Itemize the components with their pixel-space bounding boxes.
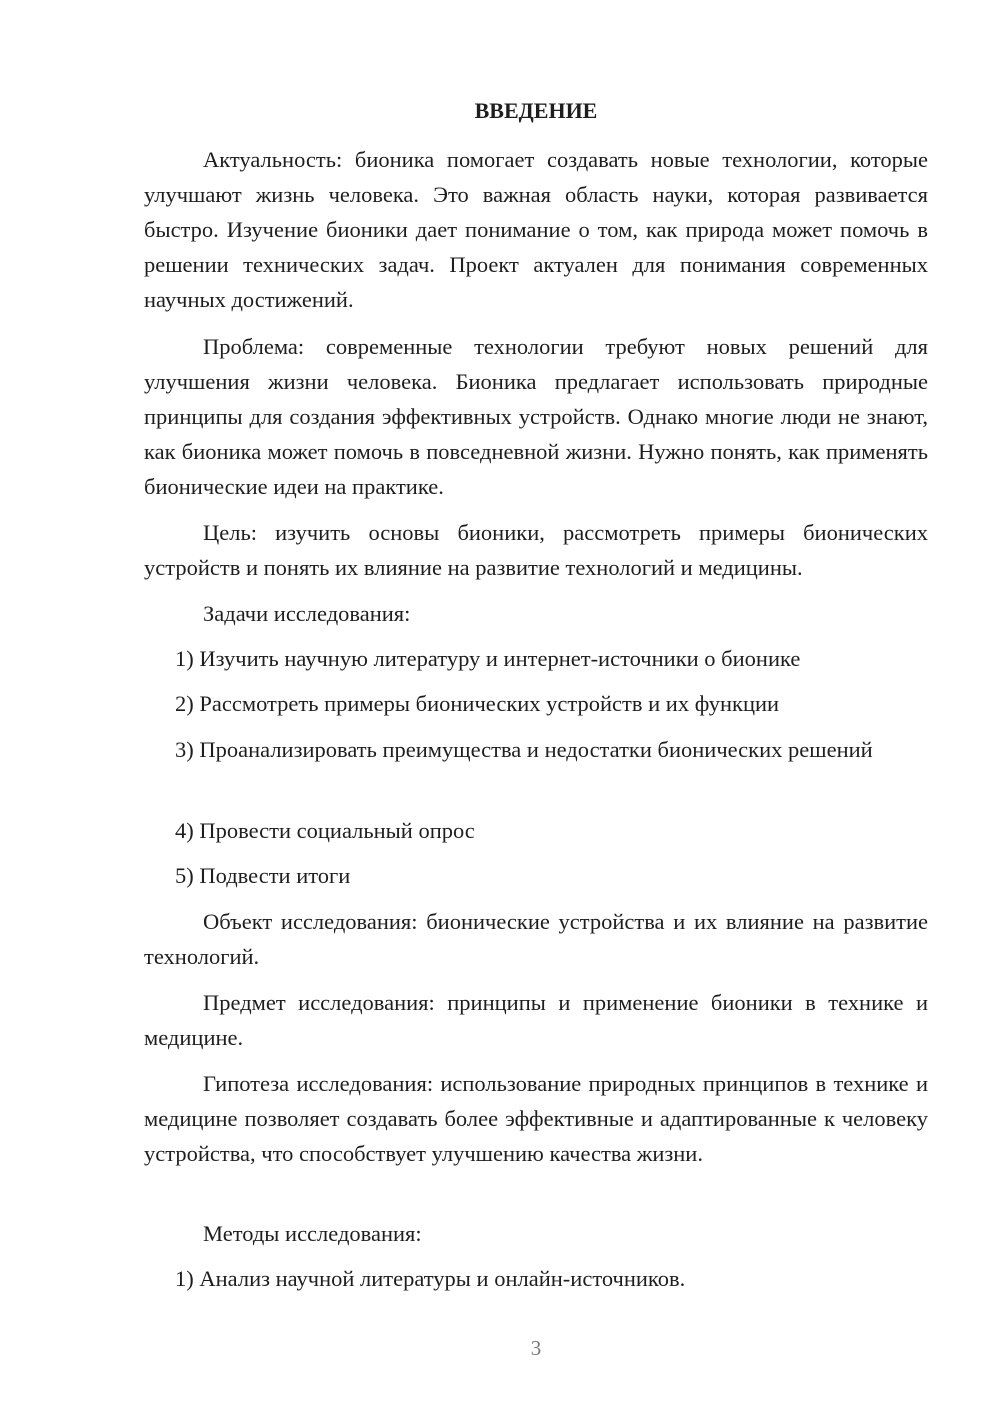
task-item-1: 1) Изучить научную литературу и интернет-источники о бионике <box>175 646 801 671</box>
task-item-4: 4) Провести социальный опрос <box>175 818 475 843</box>
page-title: ВВЕДЕНИЕ <box>474 98 598 123</box>
paragraph-goal: Цель: изучить основы бионики, рассмотреть примеры бионических устройств и понять их влияние на развитие технологий и медицины. <box>144 520 928 580</box>
paragraph-subject: Предмет исследования: принципы и применение бионики в технике и медицине. <box>144 990 928 1050</box>
task-item-2: 2) Рассмотреть примеры бионических устройств и их функции <box>175 691 780 716</box>
task-item-5: 5) Подвести итоги <box>175 863 351 888</box>
page-number: 3 <box>530 1336 542 1360</box>
methods-heading: Методы исследования: <box>203 1221 422 1246</box>
paragraph-problem: Проблема: современные технологии требуют новых решений для улучшения жизни человека. Бионика предлагает использовать природные принципы для создания эффективных устройств. Однако многие люди не знают, как бионика может помочь в повседневной жизни. Нужно понять, как применять бионические идеи на практике. <box>144 334 928 499</box>
method-item-1: 1) Анализ научной литературы и онлайн-источников. <box>175 1266 686 1291</box>
paragraph-object: Объект исследования: бионические устройства и их влияние на развитие технологий. <box>144 909 928 969</box>
paragraph-relevance: Актуальность: бионика помогает создавать новые технологии, которые улучшают жизнь человека. Это важная область науки, которая развивается быстро. Изучение бионики дает понимание о том, как природа может помочь в решении технических задач. Проект актуален для понимания современных научных достижений. <box>144 147 928 312</box>
paragraph-hypothesis: Гипотеза исследования: использование природных принципов в технике и медицине позволяет создавать более эффективные и адаптированные к человеку устройства, что способствует улучшению качества жизни. <box>144 1071 928 1166</box>
tasks-heading: Задачи исследования: <box>203 601 411 626</box>
task-item-3: 3) Проанализировать преимущества и недостатки бионических решений <box>175 737 873 762</box>
